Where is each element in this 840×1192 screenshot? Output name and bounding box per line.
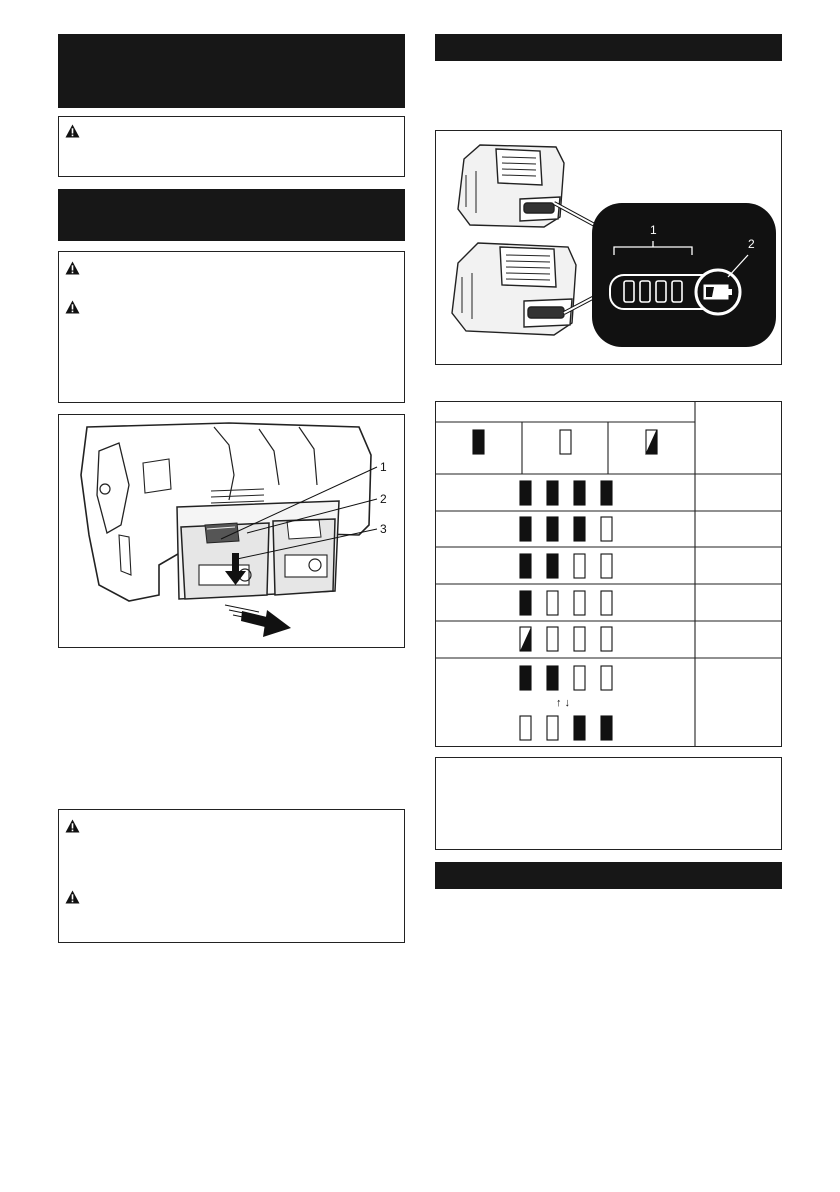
callout-1: 1 (380, 460, 387, 474)
section-heading-bar-1 (58, 34, 405, 108)
lamp-off (601, 517, 612, 541)
lamp-off (520, 716, 531, 740)
capacity-table-grid (436, 402, 781, 746)
tool-illustration (59, 415, 405, 648)
lamp-off (547, 591, 558, 615)
legend-lamps (473, 430, 657, 454)
lamp-on (574, 517, 585, 541)
slide-out-arrow-icon (225, 605, 291, 637)
lamp-on (601, 716, 612, 740)
lamp-on (520, 554, 531, 578)
lamp-off-legend (560, 430, 571, 454)
lamp-off (601, 554, 612, 578)
lamp-on (547, 517, 558, 541)
section-heading-bar-4 (435, 862, 782, 889)
lamp-off (574, 666, 585, 690)
warning-box-3 (58, 809, 405, 943)
lamp-on (520, 481, 531, 505)
warning-icon (65, 261, 80, 275)
lamp-blink (520, 627, 531, 651)
lamp-off (601, 666, 612, 690)
lamp-on (520, 591, 531, 615)
warning-box-1 (58, 116, 405, 177)
warning-icon (65, 300, 80, 314)
lamp-on (547, 481, 558, 505)
lamp-on (547, 554, 558, 578)
lamp-on (547, 666, 558, 690)
battery-cartridges-illustration (436, 131, 782, 365)
battery-icon (704, 285, 732, 299)
capacity-table (435, 401, 782, 747)
callout-2: 2 (380, 492, 387, 506)
lamp-off (574, 554, 585, 578)
battery-cartridge-lower (452, 243, 576, 335)
lamp-on (574, 481, 585, 505)
section-heading-bar-3 (435, 34, 782, 61)
battery-removal-figure (58, 414, 405, 648)
battery-cartridge-upper (458, 145, 564, 227)
lamp-on (520, 666, 531, 690)
blink-arrows: ↑ ↓ (555, 697, 571, 709)
lamp-off (574, 627, 585, 651)
lamp-on (520, 517, 531, 541)
lamp-off (601, 627, 612, 651)
lamp-off (547, 716, 558, 740)
lamp-off (601, 591, 612, 615)
lamp-off (547, 627, 558, 651)
indicator-callout-2: 2 (748, 237, 755, 251)
lamp-on (574, 716, 585, 740)
warning-icon (65, 819, 80, 833)
lamp-lighted-legend (473, 430, 484, 454)
section-heading-bar-2 (58, 189, 405, 241)
warning-box-2 (58, 251, 405, 403)
lamp-off (574, 591, 585, 615)
battery-indicator-figure (435, 130, 782, 365)
note-box (435, 757, 782, 850)
warning-icon (65, 124, 80, 138)
lamp-on (601, 481, 612, 505)
warning-icon (65, 890, 80, 904)
callout-3: 3 (380, 522, 387, 536)
indicator-callout-1: 1 (650, 223, 657, 237)
lamp-blinking-legend (646, 430, 657, 454)
